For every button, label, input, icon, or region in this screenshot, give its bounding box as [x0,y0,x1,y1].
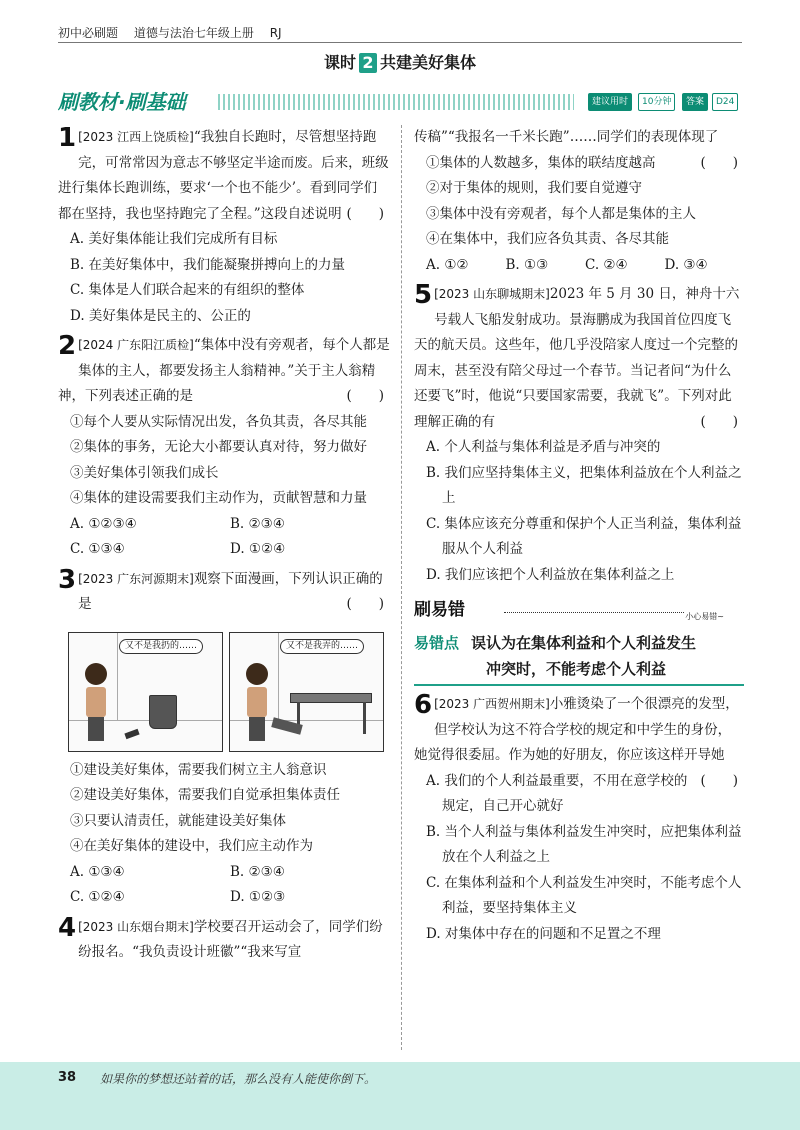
options-grid [58,860,390,911]
question-stem: “集体中没有旁观者，每个人都是集体的主人，都要发扬主人翁精神。”关于主人翁精神，下列表述正确的是 [58,337,390,404]
question-6 [414,692,744,947]
statement-1: ①每个人要从实际情况出发，各负其责，各尽其能 [70,413,367,430]
question-5 [414,282,744,588]
option-b[interactable]: B. ①③ [505,256,549,273]
option-b[interactable]: B. 当个人利益与集体利益发生冲突时，应把集体利益放在个人利益之上 [426,823,742,865]
options-row [414,253,744,279]
question-source: [2023 广西贺州期末] [434,697,550,711]
question-stem: 2023 年 5 月 30 日，神舟十六号载人飞船发射成功。景海鹏成为我国首位四度飞天的航天员。这些年，他几乎没陪家人度过一个完整的周末，甚至没有陪父母过一个春节。当记者问“为什么还要飞”时，他说“只要国家需要，我就飞”。下列对此理解正确的有 [414,286,740,430]
left-column [58,125,390,970]
option-d[interactable]: D. 我们应该把个人利益放在集体利益之上 [426,566,675,583]
right-column [414,125,744,951]
statement-2: ②集体的事务，无论大小都要认真对待，努力做好 [70,439,367,455]
question-stem: 小雅烫染了一个很漂亮的发型，但学校认为这不符合学校的规定和中学生的身份，她觉得很委屈。作为她的好朋友，你应该这样开导她 [414,696,739,763]
answer-blank[interactable]: ( ) [700,413,738,430]
page-header [0,0,800,40]
student-figure [83,663,109,743]
statement-2: ②建设美好集体，需要我们自觉承担集体责任 [70,787,340,803]
error-point [414,630,744,686]
statement-1: ①集体的人数越多，集体的联结度越高 [426,154,656,171]
question-source: [2023 山东聊城期末] [434,287,550,301]
question-3 [58,564,390,911]
comic-panel-1 [68,632,223,752]
option-b[interactable]: B. ②③④ [230,515,285,532]
header-text [58,24,294,41]
option-a[interactable]: A. 我们的个人利益最重要，不用在意学校的规定，自己开心就好 [426,772,688,814]
question-source: [2023 江西上饶质检] [78,130,194,144]
book-name: 道德与法治七年级上册 [133,26,254,40]
question-number: 2 [58,331,77,361]
time-value: 10分钟 [638,93,675,111]
option-c[interactable]: C. ①②④ [70,889,125,905]
statement-2: ②对于集体的规则，我们要自觉遵守 [426,180,642,196]
error-point-line2: 冲突时，不能考虑个人利益 [486,660,667,678]
option-d[interactable]: D. ①②③ [230,889,286,905]
page-number: 38 [58,1070,77,1085]
option-c[interactable]: C. 集体是人们联合起来的有组织的整体 [70,282,305,298]
option-b[interactable]: B. 在美好集体中，我们能凝聚拼搏向上的力量 [70,256,346,273]
option-a[interactable]: A. ①② [426,256,469,273]
option-a[interactable]: A. ①③④ [70,863,125,880]
answer-blank[interactable]: ( ) [346,205,384,222]
question-4 [58,912,390,966]
option-c[interactable]: C. ①③④ [70,541,125,557]
error-section-label: 刷易错 [414,600,465,620]
option-d[interactable]: D. 对集体中存在的问题和不足置之不理 [426,925,661,942]
question-number: 1 [58,123,77,153]
error-section-bar [414,598,744,624]
question-stem: 学校要召开运动会了，同学们纷纷报名。“我负责设计班徽”“我来写宣 [78,918,383,960]
option-a[interactable]: A. 个人利益与集体利益是矛盾与冲突的 [426,439,661,455]
error-section-hint: 小心易错~ [685,612,724,621]
statement-3: ③集体中没有旁观者，每个人都是集体的主人 [426,205,696,222]
option-d[interactable]: D. ③④ [664,256,708,273]
question-2 [58,333,390,563]
statement-1: ①建设美好集体，需要我们树立主人翁意识 [70,761,327,778]
question-source: [2024 广东阳江质检] [78,338,194,352]
page-footer [0,1062,800,1130]
footer-quote: 如果你的梦想还站着的话，那么没有人能使你倒下。 [100,1072,377,1086]
option-b[interactable]: B. 我们应坚持集体主义，把集体利益放在个人利益之上 [426,464,742,506]
answer-page: D24 [712,93,738,111]
statement-4: ④在美好集体的建设中，我们应主动作为 [70,838,313,854]
student-figure [244,663,270,743]
banner-stripes [218,94,574,110]
question-number: 4 [58,912,77,943]
desk [290,693,372,703]
question-number: 3 [58,564,77,595]
option-a[interactable]: A. ①②③④ [70,515,137,532]
column-divider [401,125,402,1050]
question-stem: “我独自长跑时，尽管想坚持跑完，可常常因为意志不够坚定半途而废。后来，班级进行集体长跑训练，要求‘一个也不能少’。看到同学们都在坚持，我也坚持跑完了全程。”这段自述说明 [58,129,389,222]
question-number: 6 [414,690,433,720]
statement-4: ④在集体中，我们应各负其责、各尽其能 [426,231,669,247]
header-rule [58,42,742,43]
answer-blank[interactable]: ( ) [700,154,738,171]
error-point-tag: 易错点 [414,634,460,652]
option-c[interactable]: C. 集体应该充分尊重和保护个人正当利益，集体利益服从个人利益 [426,515,742,557]
question-1 [58,125,390,329]
question-stem: 传稿”“我报名一千米长跑”……同学们的表现体现了 [414,129,719,145]
options-grid [58,512,390,563]
option-d[interactable]: D. 美好集体是民主的、公正的 [70,307,251,324]
statement-3: ③美好集体引领我们成长 [70,464,219,481]
question-number: 5 [414,280,433,310]
question-stem: 观察下面漫画，下列认识正确的是 [78,570,383,612]
edition: RJ [269,26,282,40]
lesson-prefix: 课时 [323,53,356,72]
option-c[interactable]: C. ②④ [585,256,628,273]
speech-bubble: 又不是我扔的…… [119,639,203,654]
lesson-number: 2 [359,53,377,73]
speech-bubble: 又不是我弄的…… [280,639,364,654]
answer-blank[interactable]: ( ) [346,596,384,612]
option-c[interactable]: C. 在集体利益和个人利益发生冲突时，不能考虑个人利益，要坚持集体主义 [426,874,742,916]
option-b[interactable]: B. ②③④ [230,863,285,880]
brand-logo: 刷教材·刷基础 [58,90,186,114]
answer-label: 答案 [682,93,708,111]
series-name: 初中必刷题 [58,26,119,40]
question-4-continued [414,125,744,278]
question-source: [2023 广东河源期末] [78,571,194,586]
error-point-line1: 误认为在集体利益和个人利益发生 [471,634,697,652]
statement-4: ④集体的建设需要我们主动作为，贡献智慧和力量 [70,490,367,506]
comic-illustration [68,632,384,752]
lesson-name: 共建美好集体 [380,53,477,72]
trash-bin [149,695,177,729]
litter [124,728,139,738]
time-label: 建议用时 [588,93,632,111]
statement-3: ③只要认清责任，就能建设美好集体 [70,812,286,829]
lesson-title [0,50,800,73]
option-a[interactable]: A. 美好集体能让我们完成所有目标 [70,231,278,247]
answer-blank[interactable]: ( ) [346,388,384,404]
section-banner [58,88,742,116]
answer-blank[interactable]: ( ) [700,772,738,789]
option-d[interactable]: D. ①②④ [230,541,286,557]
question-source: [2023 山东烟台期末] [78,919,194,934]
comic-panel-2 [229,632,384,752]
